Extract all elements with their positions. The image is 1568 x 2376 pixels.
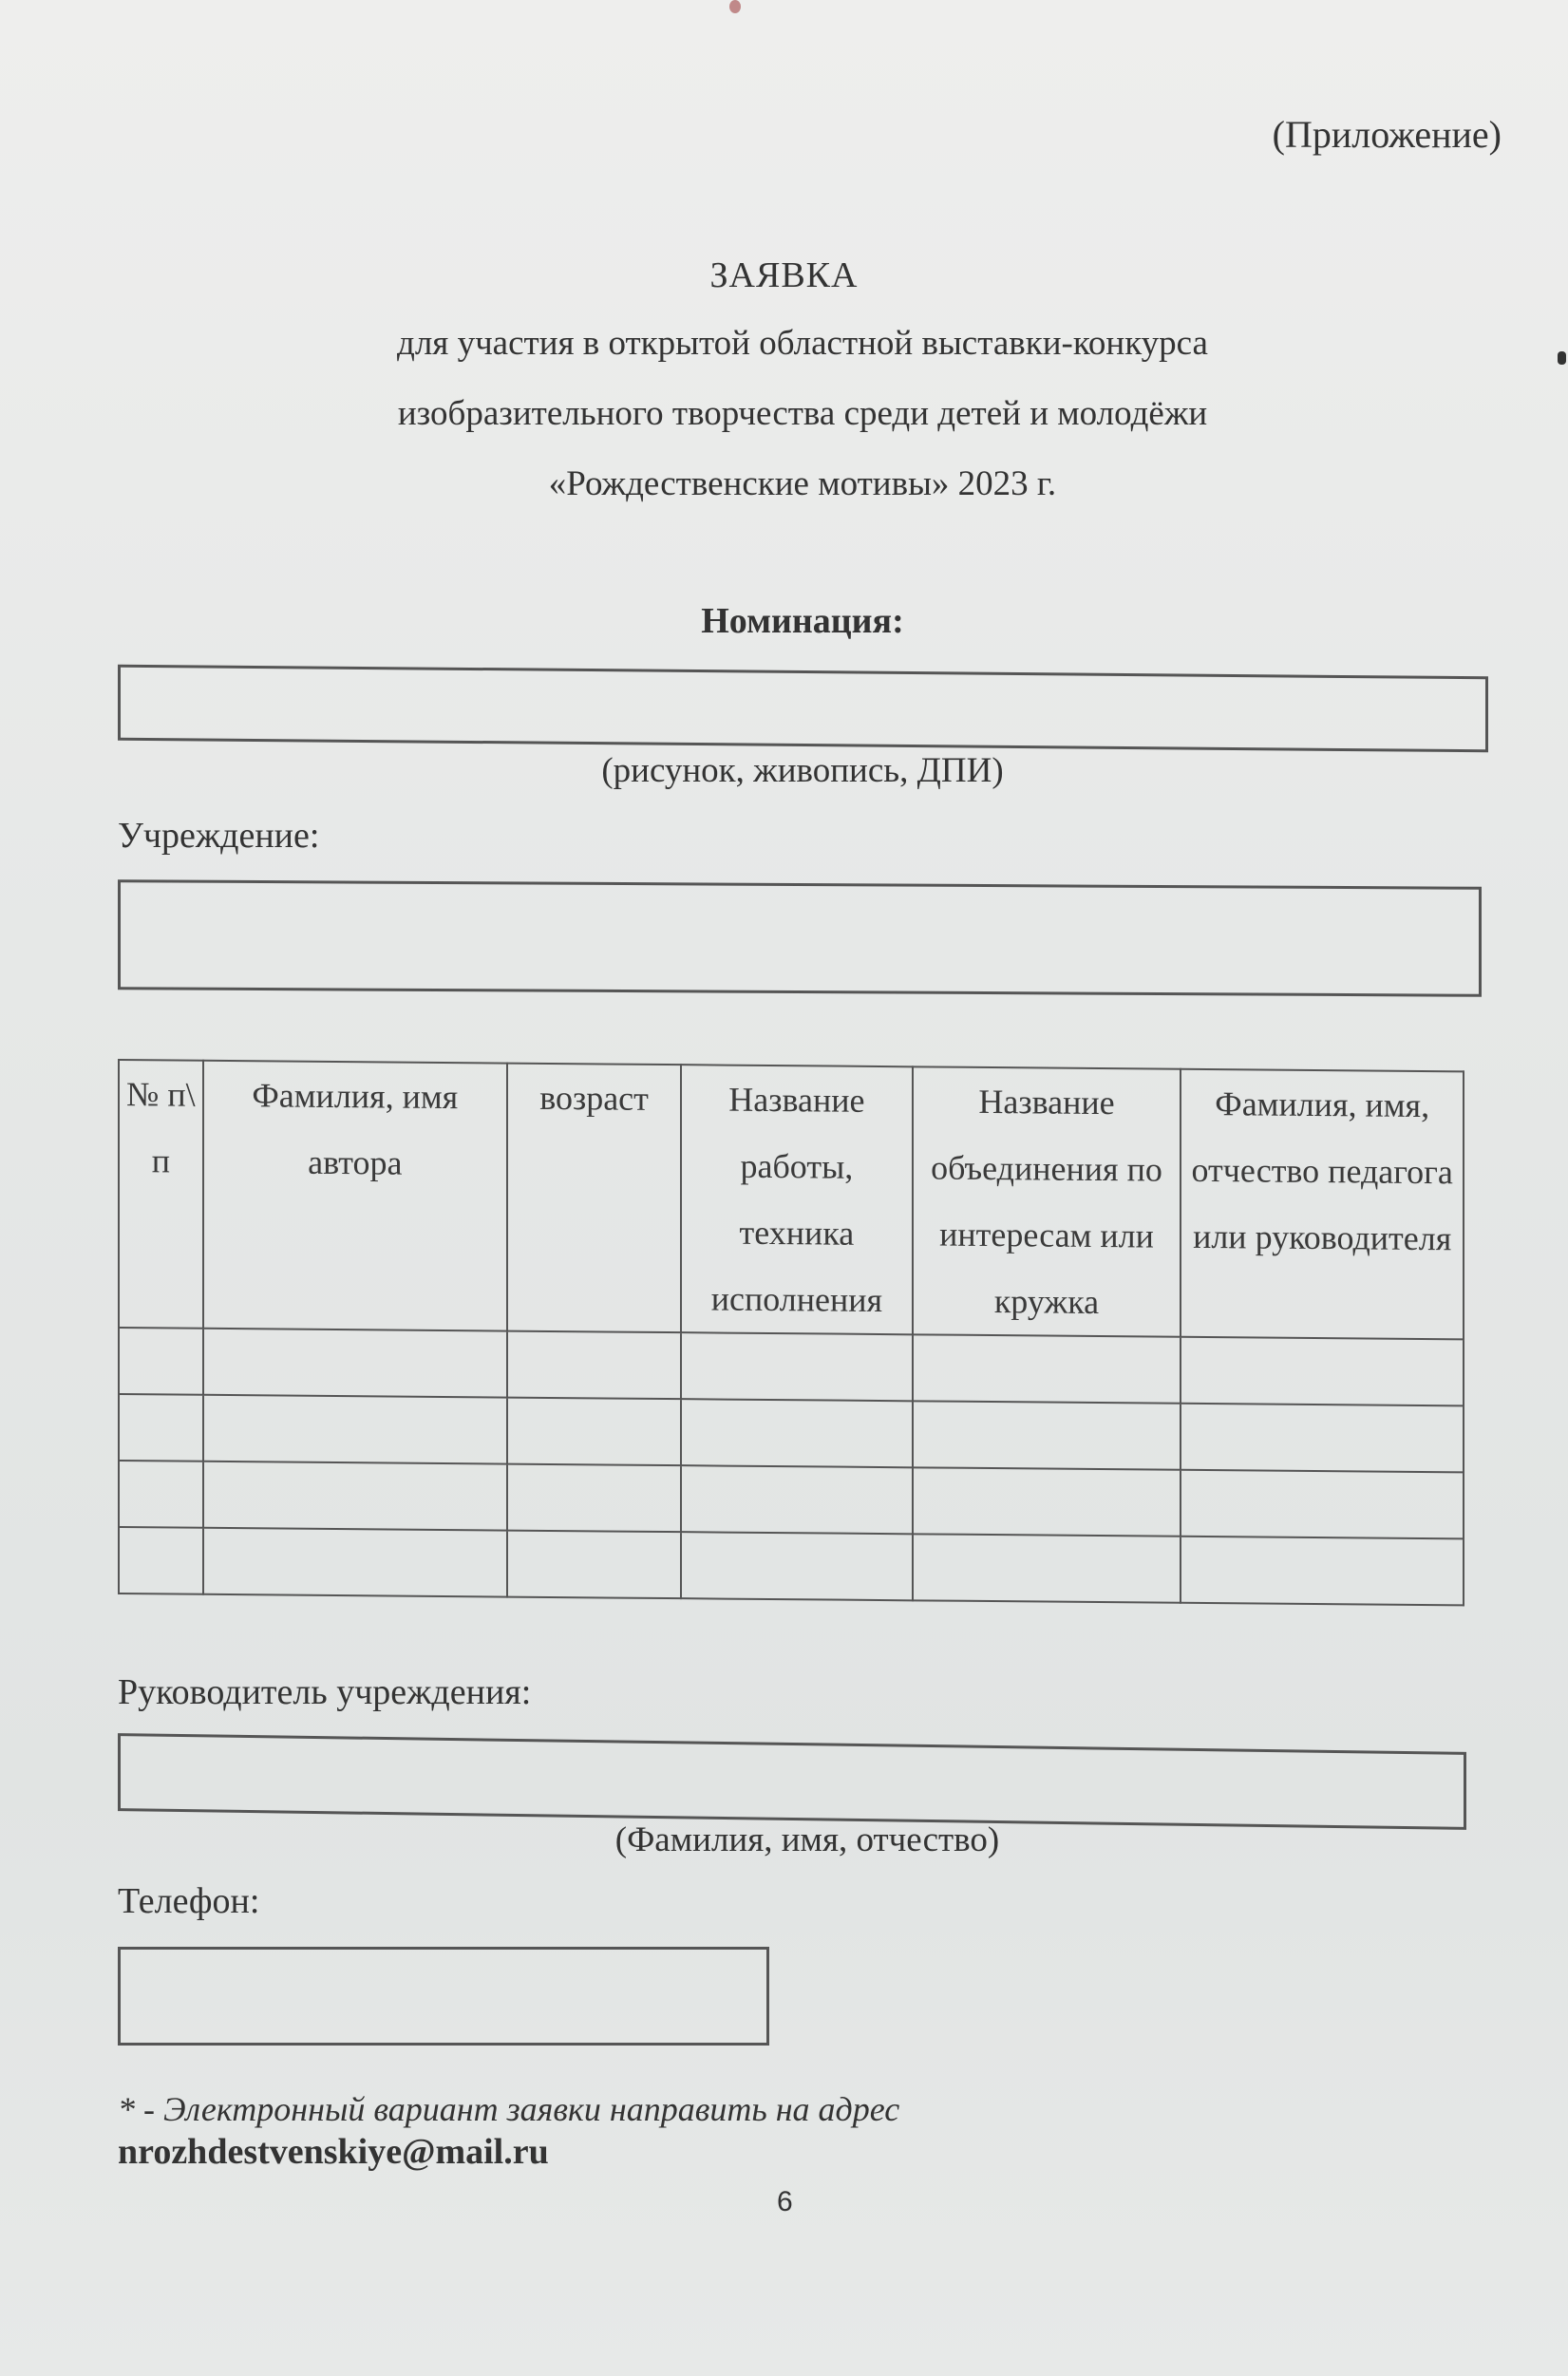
cell-number[interactable] — [119, 1527, 203, 1594]
cell-work-title[interactable] — [681, 1332, 912, 1401]
cell-teacher-name[interactable] — [1181, 1470, 1464, 1539]
cell-author-name[interactable] — [203, 1329, 507, 1398]
nomination-hint: (рисунок, живопись, ДПИ) — [601, 751, 1004, 790]
header-author-name: Фамилия, имя автора — [203, 1061, 507, 1331]
nomination-label: Номинация: — [701, 601, 904, 641]
table-row — [119, 1328, 1464, 1405]
cell-number[interactable] — [119, 1328, 203, 1395]
header-age: возраст — [507, 1064, 681, 1333]
subtitle-line-2: изобразительного творчества среди детей и молодёжи — [397, 394, 1208, 433]
cell-teacher-name[interactable] — [1181, 1337, 1464, 1406]
cell-work-title[interactable] — [681, 1532, 912, 1600]
appendix-label: (Приложение) — [1272, 113, 1502, 156]
cell-club-name[interactable] — [913, 1334, 1181, 1403]
cell-number[interactable] — [119, 1394, 203, 1461]
header-teacher-name: Фамилия, имя, отчество педагога или руководителя — [1181, 1069, 1464, 1340]
cell-age[interactable] — [507, 1464, 681, 1533]
header-club-name: Название объединения по интересам или кружка — [913, 1066, 1181, 1336]
cell-teacher-name[interactable] — [1181, 1404, 1464, 1473]
subtitle-line-1: для участия в открытой областной выставки-конкурса — [397, 324, 1208, 363]
cell-club-name[interactable] — [913, 1534, 1181, 1602]
nomination-field[interactable] — [118, 665, 1488, 753]
cell-age[interactable] — [507, 1398, 681, 1466]
header-number: № п\ п — [119, 1060, 203, 1329]
cell-author-name[interactable] — [203, 1461, 507, 1531]
institution-label: Учреждение: — [118, 816, 320, 856]
document-title: ЗАЯВКА — [709, 255, 859, 295]
head-of-institution-label: Руководитель учреждения: — [118, 1672, 532, 1712]
table-row — [119, 1461, 1464, 1538]
cell-teacher-name[interactable] — [1181, 1537, 1464, 1606]
cell-club-name[interactable] — [913, 1467, 1181, 1536]
subtitle-line-3: «Рождественские мотивы» 2023 г. — [548, 464, 1057, 503]
submission-note: * - Электронный вариант заявки направить на адрес — [118, 2090, 900, 2128]
cell-work-title[interactable] — [681, 1465, 912, 1534]
cell-work-title[interactable] — [681, 1399, 912, 1467]
table-row — [119, 1527, 1464, 1605]
cell-age[interactable] — [507, 1531, 681, 1599]
cell-author-name[interactable] — [203, 1528, 507, 1597]
header-work-title: Название работы, техника исполнения — [681, 1065, 912, 1334]
participants-table — [118, 1059, 1464, 1606]
table-header-row — [119, 1060, 1464, 1339]
institution-field[interactable] — [118, 879, 1482, 997]
cell-author-name[interactable] — [203, 1395, 507, 1464]
cell-number[interactable] — [119, 1461, 203, 1528]
paper-mark — [729, 0, 741, 13]
head-of-institution-field[interactable] — [118, 1733, 1466, 1830]
phone-field[interactable] — [118, 1947, 769, 2046]
page-number: 6 — [777, 2186, 793, 2217]
cell-club-name[interactable] — [913, 1401, 1181, 1469]
email-address: nrozhdestvenskiye@mail.ru — [118, 2132, 549, 2172]
cell-age[interactable] — [507, 1331, 681, 1400]
table-row — [119, 1394, 1464, 1472]
head-of-institution-hint: (Фамилия, имя, отчество) — [614, 1820, 1000, 1859]
phone-label: Телефон: — [118, 1881, 260, 1921]
